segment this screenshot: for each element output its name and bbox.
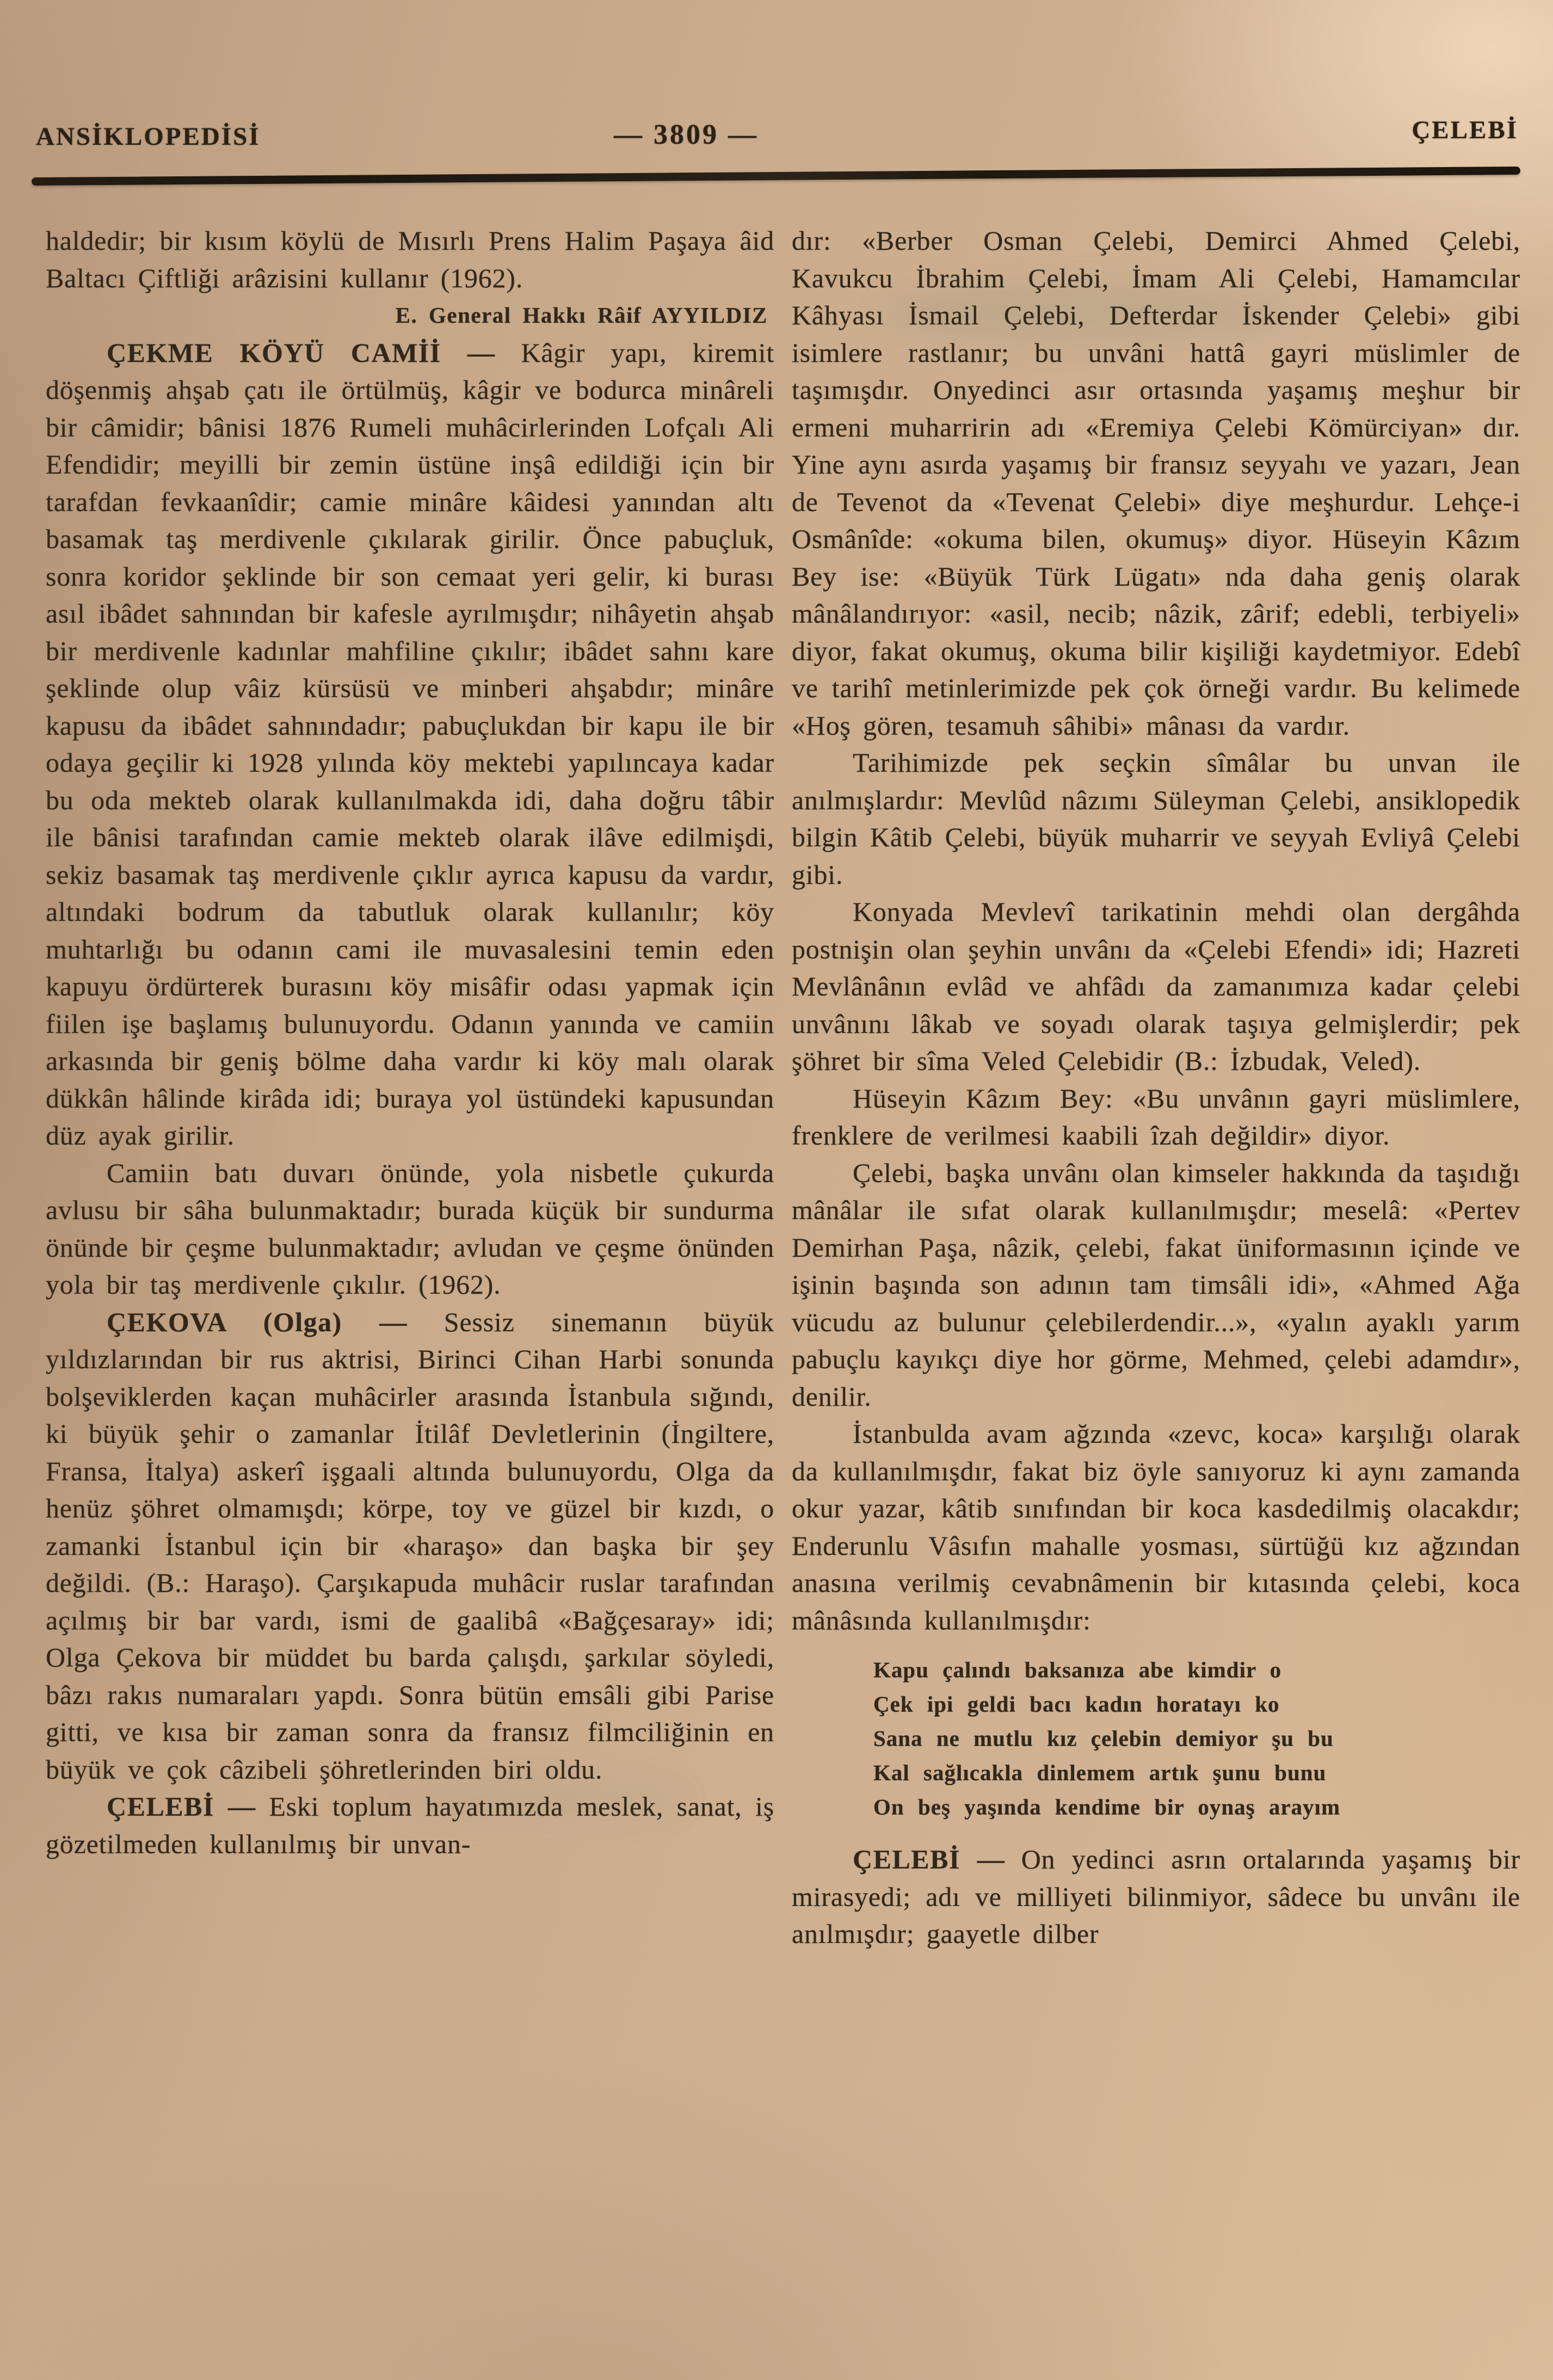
verse-line: Kapu çalındı baksanıza abe kimdir o [873, 1657, 1282, 1682]
publication-title: ANSİKLOPEDİSİ [36, 122, 261, 151]
entry-cekme-koyu-camii [46, 334, 774, 1154]
verse-quotation [873, 1653, 1520, 1824]
entry-body-text: Kâgir yapı, kiremit döşenmiş ahşab çatı ile örtülmüş, kâgir ve bodurca minâreli bir câmidir; bânisi 1876 Rumeli muhâcirlerinden Lofçalı Ali Efendidir; meyilli bir zemin üstüne inşâ edildiği için bir tarafdan fevkaanîdir; camie minâre kâidesi yanından altı basamak taş merdivenle çıkılarak girilir. Önce pabuçluk, sonra koridor şeklinde bir son cemaat yeri gelir, ki burası asıl ibâdet sahnından bir kafesle ayrılmışdır; nihâyetin ahşab bir merdivenle kadınlar mahfiline çıkılır; ibâdet sahnı kare şeklinde olup vâiz kürsüsü ve minberi ahşabdır; minâre kapusu da ibâdet sahnındadır; pabuçlukdan bir kapu ile bir odaya geçilir ki 1928 yılında köy mektebi yapılıncaya kadar bu oda mekteb olarak kullanılmakda idi, daha doğru tâbir ile bânisi tarafından camie mekteb olarak ilâve edilmişdi, sekiz basamak taş merdivenle çıklır ayrıca kapusu da vardır, altındaki bodrum da tabutluk olarak kullanılır; köy muhtarlığı bu odanın cami ile muvasalesini temin eden kapuyu ördürterek burasını köy misâfir odası yapmak için fiilen işe başlamış bulunuyordu. Odanın yanında ve camiin arkasında bir geniş bölme daha vardır ki köy malı olarak dükkân hâlinde kirâda idi; buraya yol üstündeki kapusundan düz ayak girilir. [46, 337, 775, 1151]
two-column-body [46, 222, 1520, 1953]
entry-cekova-olga [46, 1303, 774, 1788]
running-head-entry-title: ÇELEBİ [1412, 116, 1518, 144]
entry-dash: — [379, 1306, 408, 1337]
page-number: — 3809 — [614, 119, 759, 150]
entry-body-text: Eski toplum hayatımızda meslek, sanat, iş gözetilmeden kullanılmış bir unvan- [46, 1791, 774, 1859]
entry-headword: ÇELEBİ [853, 1844, 960, 1874]
entry-dash: — [467, 337, 495, 368]
right-column [792, 222, 1520, 1953]
paragraph-istanbulda-avam: İstanbulda avam ağzında «zevc, koca» karşılığı olarak da kullanılmışdır, fakat biz öyle sanıyoruz ki aynı zamanda okur yazar, kâtib sınıfından bir koca kasdedilmiş olacakdır; Enderunlu Vâsıfın mahalle yosması, sürtüğü kız ağzından anasına verilmiş cevabnâmenin bir kıtasında çelebi, koca mânâsında kullanılmışdır: [792, 1418, 1520, 1635]
verse-line: On beş yaşında kendime bir oynaş arayım [873, 1794, 1341, 1819]
entry-body-text: Sessiz sinemanın büyük yıldızlarından bir rus aktrisi, Birinci Cihan Harbi sonunda bolşeviklerden kaçan muhâcirler arasında İstanbula sığındı, ki büyük şehir o zamanlar İtilâf Devletlerinin (İngiltere, Fransa, İtalya) askerî işgaali altında bulunuyordu, Olga da henüz şöhret olmamışdı; körpe, toy ve güzel bir kızdı, o zamanki İstanbul için bir «haraşo» dan başka bir şey değildi. (B.: Haraşo). Çarşıkapuda muhâcir ruslar tarafından açılmış bir bar vardı, ismi de gaalibâ «Bağçesaray» idi; Olga Çekova bir müddet bu barda çalışdı, şarkılar söyledi, bâzı rakıs numaraları yapdı. Sonra bütün emsâli gibi Parise gitti, ve kısa bir zaman sonra da fransız filmciliğinin en büyük ve çok câzibeli şöhretlerinden biri oldu. [46, 1306, 774, 1785]
verse-line: Sana ne mutlu kız çelebin demiyor şu bu [873, 1726, 1334, 1751]
paragraph-camiin-bati: Camiin batı duvarı önünde, yola nisbetle çukurda avlusu bir sâha bulunmaktadır; burada küçük bir sundurma önünde bir çeşme bulunmaktadır; avludan ve çeşme önünden yola bir taş merdivenle çıkılır. (1962). [46, 1157, 774, 1300]
header-rule [32, 167, 1520, 186]
paragraph-huseyin-kazim: Hüseyin Kâzım Bey: «Bu unvânın gayri müslimlere, frenklere de verilmesi kaabili îzah değildir» diyor. [792, 1083, 1520, 1151]
verse-line: Kal sağlıcakla dinlemem artık şunu bunu [873, 1760, 1327, 1785]
left-column [46, 222, 774, 1953]
entry-body-text: On yedinci asrın ortalarında yaşamış bir mirasyedi; adı ve milliyeti bilinmiyor, sâdece bu unvânı ile anılmışdır; gaayetle dilber [792, 1844, 1520, 1949]
continuation-paragraph: haldedir; bir kısım köylü de Mısırlı Prens Halim Paşaya âid Baltacı Çiftliği arâzisini kullanır (1962). [46, 225, 774, 293]
entry-headword: ÇEKOVA (Olga) [107, 1306, 342, 1337]
paragraph-celebi-sifat: Çelebi, başka unvânı olan kimseler hakkında da taşıdığı mânâlar ile sıfat olarak kullanılmışdır; meselâ: «Pertev Demirhan Paşa, nâzik, çelebi, fakat üniformasının içinde ve işinin başında son adının tam timsâli idi», «Ahmed Ağa vücudu az bulunur çelebilerdendir...», «yalın ayaklı yarım pabuçlu kayıkçı diye hor görme, Mehmed, çelebi adamdır», denilir. [792, 1157, 1520, 1412]
paragraph-konyada: Konyada Mevlevî tarikatinin mehdi olan dergâhda postnişin olan şeyhin unvânı da «Çelebi Efendi» idi; Hazreti Mevlânânın evlâd ve ahfâdı da zamanımıza kadar çelebi unvânını lâkab ve soyadı olarak taşıya gelmişlerdir; pek şöhret bir sîma Veled Çelebidir (B.: İzbudak, Veled). [792, 896, 1520, 1076]
entry-dash: — [977, 1844, 1005, 1874]
entry-headword: ÇEKME KÖYÜ CAMİİ [107, 337, 441, 368]
entry-dash: — [228, 1791, 256, 1822]
paragraph-tarihimizde: Tarihimizde pek seçkin sîmâlar bu unvan ile anılmışlardır: Mevlûd nâzımı Süleyman Çelebi, ansiklopedik bilgin Kâtib Çelebi, büyük muharrir ve seyyah Evliyâ Çelebi gibi. [792, 747, 1520, 890]
entry-celebi-1 [46, 1788, 774, 1862]
entry-celebi-2 [792, 1841, 1520, 1953]
verse-line: Çek ipi geldi bacı kadın horatayı ko [873, 1692, 1280, 1717]
continuation-paragraph: dır: «Berber Osman Çelebi, Demirci Ahmed Çelebi, Kavukcu İbrahim Çelebi, İmam Ali Çelebi, Hamamcılar Kâhyası İsmail Çelebi, Defterdar İskender Çelebi» gibi isimlere rastlanır; bu unvâni hattâ gayri müslimler de taşımışdır. Onyedinci asır ortasında yaşamış meşhur bir ermeni muharririn adı «Eremiya Çelebi Kömürciyan» dır. Yine aynı asırda yaşamış bir fransız seyyahı ve yazarı, Jean de Tevenot da «Tevenat Çelebi» diye meşhurdur. Lehçe-i Osmânîde: «okuma bilen, okumuş» diyor. Hüseyin Kâzım Bey ise: «Büyük Türk Lügatı» nda daha geniş olarak mânâlandırıyor: «asil, necib; nâzik, zârif; edebli, terbiyeli» diyor, fakat okumuş, okuma bilir kişiliği kaydetmiyor. Edebî ve tarihî metinlerimizde pek çok örneği vardır. Bu kelimede «Hoş gören, tesamuh sâhibi» mânası da vardır. [792, 225, 1520, 741]
entry-headword: ÇELEBİ [107, 1791, 214, 1822]
author-byline: E. General Hakkı Râif AYYILDIZ [395, 303, 768, 328]
